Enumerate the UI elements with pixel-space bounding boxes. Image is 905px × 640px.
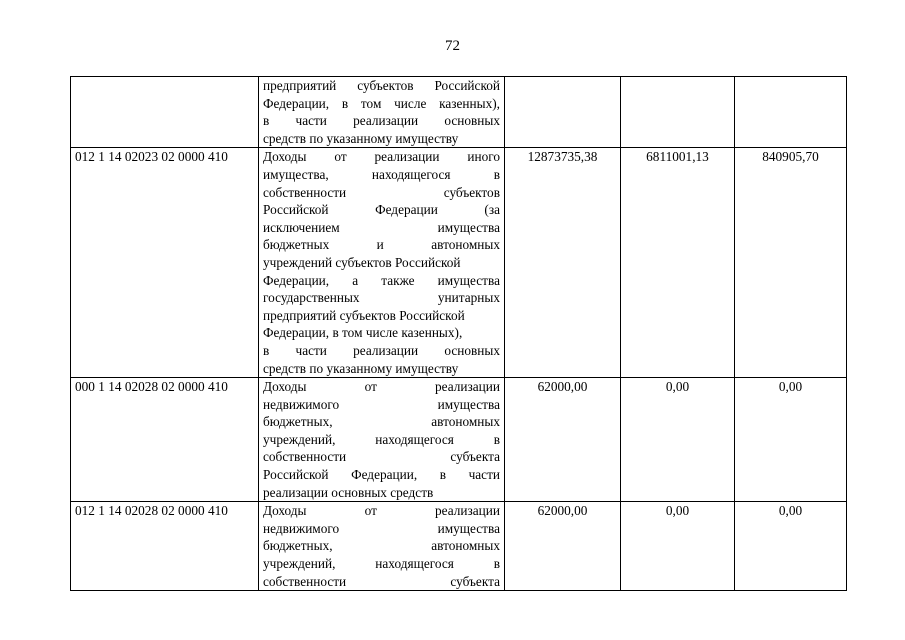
- description-line: Федерации, а также имущества: [263, 272, 500, 288]
- amount-cell-1: 62000,00: [505, 378, 621, 502]
- description-line: Доходы от реализации иного: [263, 149, 500, 165]
- amount-cell-2: 0,00: [621, 502, 735, 591]
- description-line: Российской Федерации (за: [263, 202, 500, 218]
- table-row: [71, 77, 847, 148]
- budget-code-cell: 000 1 14 02028 02 0000 410: [71, 378, 259, 502]
- description-line: средств по указанному имуществу: [263, 130, 459, 146]
- budget-code-cell: 012 1 14 02023 02 0000 410: [71, 148, 259, 378]
- description-line: Федерации, в том числе казенных),: [263, 325, 463, 341]
- description-line: Федерации, в том числе казенных),: [263, 95, 500, 111]
- page-number: 72: [445, 38, 460, 54]
- description-line: бюджетных, автономных: [263, 414, 500, 430]
- description-line: учреждений, находящегося в: [263, 556, 500, 572]
- amount-cell-1: 12873735,38: [505, 148, 621, 378]
- description-cell: [259, 378, 505, 502]
- budget-code-cell: 012 1 14 02028 02 0000 410: [71, 502, 259, 591]
- amount-cell-1: 62000,00: [505, 502, 621, 591]
- description-line: собственности субъекта: [263, 573, 500, 589]
- description-line: предприятий субъектов Российской: [263, 307, 465, 323]
- table-row: [71, 502, 847, 591]
- description-line: собственности субъекта: [263, 449, 500, 465]
- description-line: реализации основных средств: [263, 484, 434, 500]
- description-line: собственности субъектов: [263, 184, 500, 200]
- table-row: [71, 148, 847, 378]
- amount-cell-3: [735, 77, 847, 148]
- amount-cell-3: 0,00: [735, 378, 847, 502]
- description-line: учреждений, находящегося в: [263, 431, 500, 447]
- description-line: бюджетных и автономных: [263, 237, 500, 253]
- description-line: Доходы от реализации: [263, 503, 500, 519]
- description-line: Российской Федерации, в части: [263, 467, 500, 483]
- amount-cell-2: 0,00: [621, 378, 735, 502]
- amount-cell-2: 6811001,13: [621, 148, 735, 378]
- description-line: государственных унитарных: [263, 290, 500, 306]
- description-cell: [259, 502, 505, 591]
- description-line: исключением имущества: [263, 219, 500, 235]
- description-line: в части реализации основных: [263, 113, 500, 129]
- description-line: недвижимого имущества: [263, 520, 500, 536]
- description-line: бюджетных, автономных: [263, 538, 500, 554]
- description-cell: [259, 148, 505, 378]
- table-row: [71, 378, 847, 502]
- description-line: учреждений субъектов Российской: [263, 254, 461, 270]
- budget-code-cell: [71, 77, 259, 148]
- description-line: имущества, находящегося в: [263, 166, 500, 182]
- amount-cell-2: [621, 77, 735, 148]
- amount-cell-1: [505, 77, 621, 148]
- description-cell: [259, 77, 505, 148]
- revenue-table: [70, 76, 847, 591]
- description-line: средств по указанному имуществу: [263, 360, 459, 376]
- description-line: недвижимого имущества: [263, 396, 500, 412]
- description-line: предприятий субъектов Российской: [263, 78, 500, 93]
- amount-cell-3: 0,00: [735, 502, 847, 591]
- description-line: в части реализации основных: [263, 342, 500, 358]
- amount-cell-3: 840905,70: [735, 148, 847, 378]
- description-line: Доходы от реализации: [263, 379, 500, 395]
